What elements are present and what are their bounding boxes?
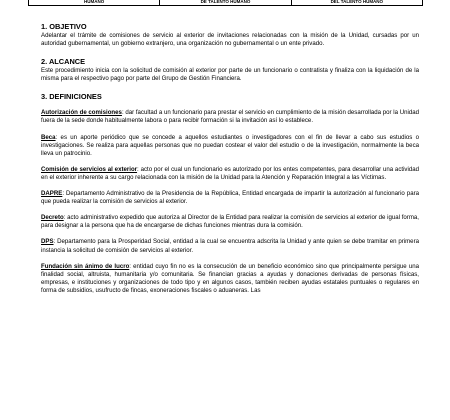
header-cell-2: DE TALENTO HUMANO (160, 0, 291, 5)
definition-term: Decreto (41, 214, 64, 222)
definition-decreto (41, 214, 419, 230)
definition-term: DAPRE (41, 190, 63, 198)
objetivo-text: Adelantar el trámite de comisiones de servicio al exterior de invitaciones relacionadas con la misión de la Unidad, cursadas por un autoridad gubernamental, un gobierno extranjero, una organización no gubernamental o un ente privado. (41, 32, 419, 48)
definition-text: : acto administrativo expedido que autoriza al Director de la Entidad para realizar la comisión de servicios al exterior de igual forma, para designar a la persona que ha de encargarse de dichas funciones mientras dura la comisión. (41, 214, 419, 230)
header-cell-3: DEL TALENTO HUMANO (330, 0, 384, 4)
definition-autorizacion (41, 109, 419, 125)
header-cell-1: HUMANO (29, 0, 160, 5)
definition-term: Fundación sin ánimo de lucro (41, 262, 130, 270)
definition-beca (41, 134, 419, 158)
definition-text: : dar facultad a un funcionario para prestar el servicio en cumplimiento de la misión desarrollada por la Unidad fuera de la sede donde habitualmente labora o para recibir formación si la invitación así lo establece. (41, 109, 419, 125)
definition-term: Beca (41, 133, 56, 141)
alcance-text: Este procedimiento inicia con la solicitud de comisión al exterior por parte de un funcionario o contratista y finaliza con la liquidación de la misma para el respectivo pago por parte del Grupo de Gestión Financiera. (41, 67, 419, 83)
definition-dps (41, 238, 419, 254)
definition-text: : Departamento para la Prosperidad Social, entidad a la cual se encuentra adscrita la Unidad y ante quien se debe tramitar en primera instancia la solicitud de comisión de servicios al exterior. (41, 238, 419, 254)
definition-term: DPS (41, 238, 54, 246)
definition-fundacion (41, 263, 419, 295)
definition-term: Comisión de servicios al exterior (41, 165, 138, 173)
definition-term: Autorización de comisiones (41, 109, 122, 117)
definition-text: : entidad cuyo fin no es la consecución de un beneficio económico sino que principalmente persigue una finalidad social, altruista, humanitaria y/o comunitaria. Se financian gracias a ayudas y donaciones derivadas de personas físicas, empresas, e instituciones y organizaciones de todo tipo y en algunos casos, también reciben ayudas estatales puntuales o regulares en forma de subsidios, usufructo de fincas, exoneraciones fiscales o aduaneras. Las (41, 262, 419, 294)
document-body (41, 22, 419, 295)
section-title-alcance: 2. ALCANCE (41, 57, 86, 67)
section-title-objetivo: 1. OBJETIVO (41, 22, 87, 31)
definition-text: : es un aporte periódico que se concede a aquellos estudiantes o investigadores con el fin de llevar a cabo sus estudios o investigaciones. Se realiza para aquellas personas que no puedan costear el valor del estudio o de la investigación, normalmente la beca lleva un patrocinio. (41, 133, 419, 157)
document-header-table (28, 0, 423, 6)
definition-comision (41, 166, 419, 182)
definition-text: : acto por el cual un funcionario es autorizado por los entes competentes, para desarrollar una actividad en el exterior inherente a su cargo relacionada con la misión de la Unidad para la Atención y Reparación Integral a las Víctimas. (41, 165, 419, 181)
section-title-definiciones: 3. DEFINICIONES (41, 92, 102, 102)
definition-dapre (41, 190, 419, 206)
definition-text: : Departamento Administrativo de la Presidencia de la República, Entidad encargada de impartir la autorización al funcionario para que pueda realizar la comisión de servicios al exterior. (41, 190, 419, 206)
